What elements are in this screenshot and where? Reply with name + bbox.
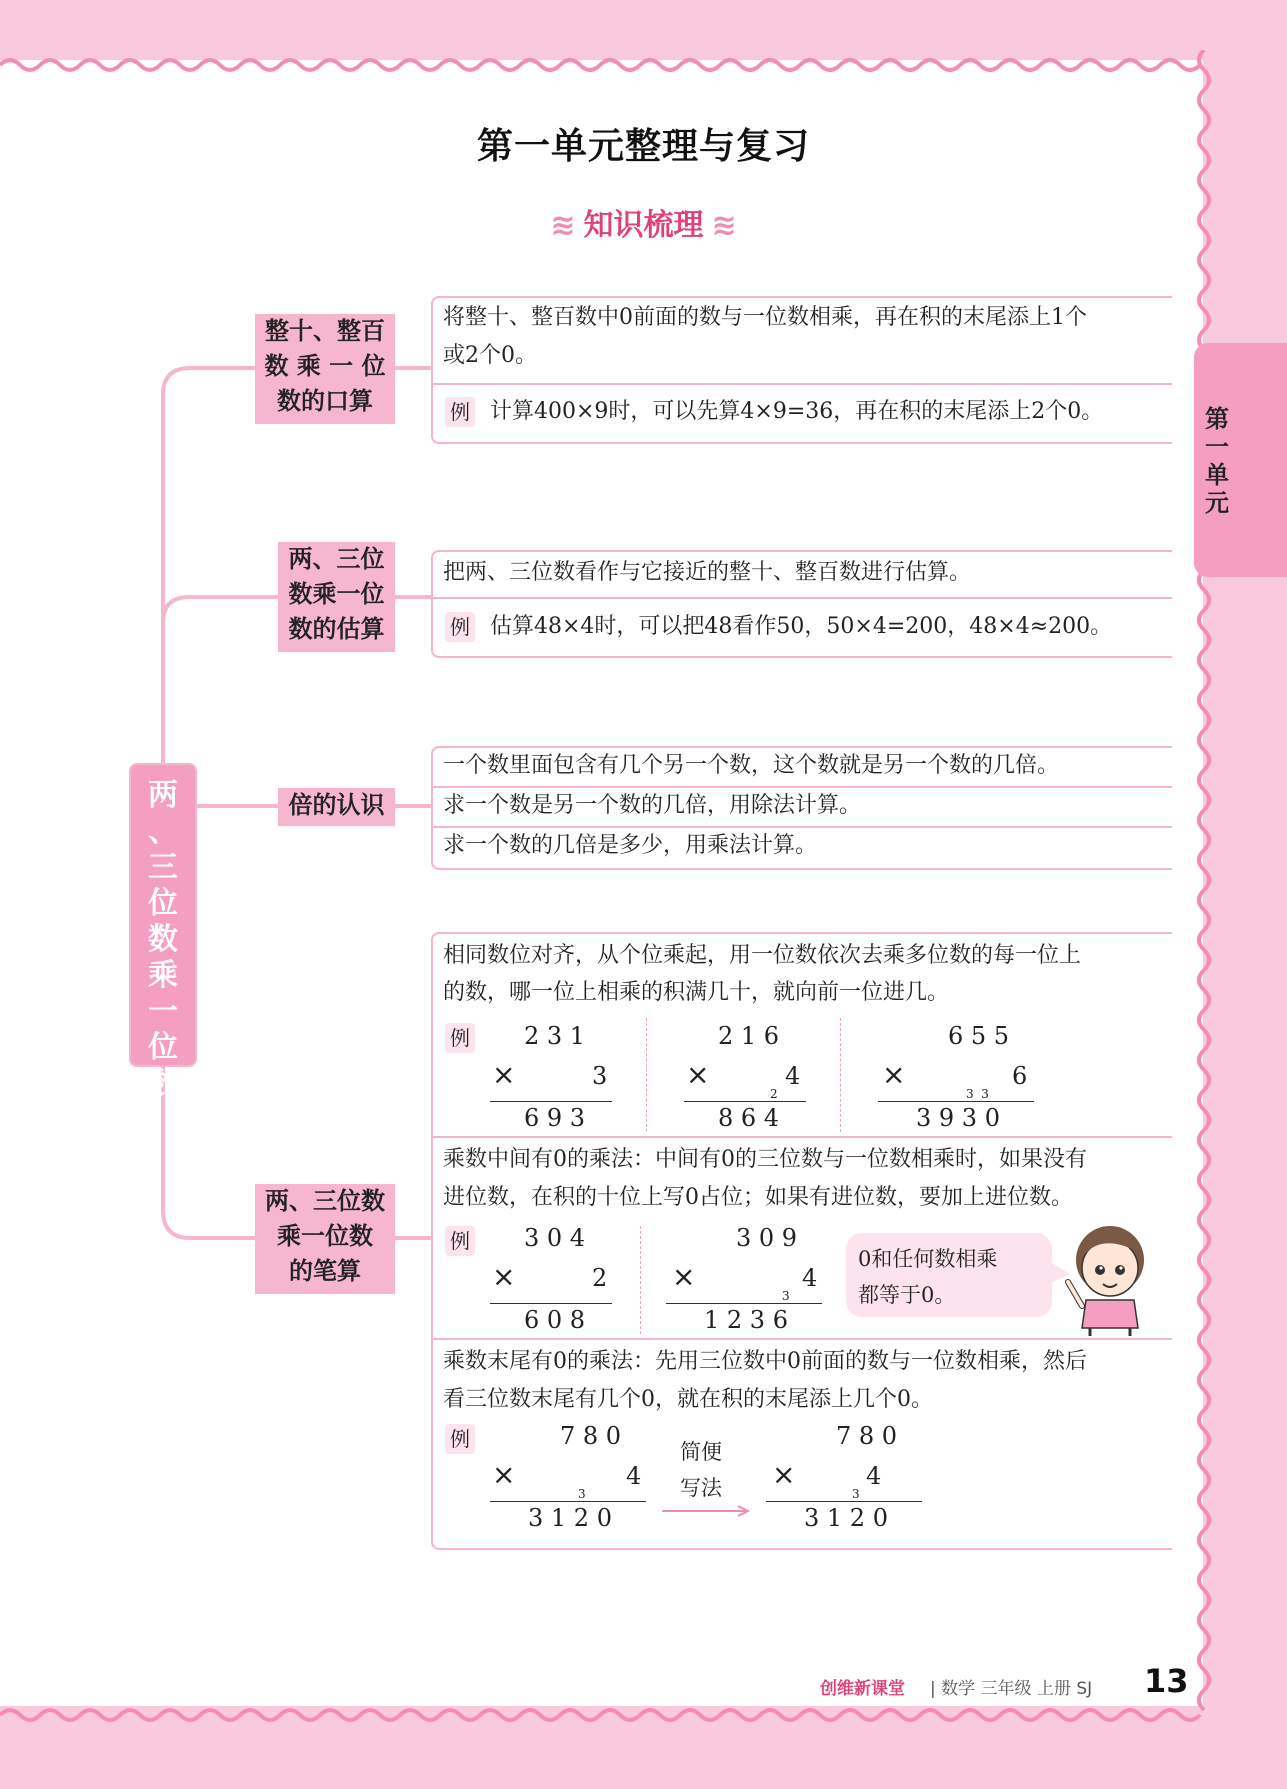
page-title: 第一单元整理与复习	[476, 126, 810, 167]
footer-meta: | 数学 三年级 上册 SJ	[930, 1679, 1093, 1699]
example-text: 估算48×4时，可以把48看作50，50×4=200，48×4≈200。	[490, 614, 1113, 639]
multiplier: 4	[802, 1264, 818, 1292]
rule-text: 将整十、整百数中0前面的数与一位数相乘，再在积的末尾添上1个	[443, 305, 1087, 330]
row-divider	[431, 1338, 1172, 1340]
product: 3 1 2 0	[528, 1504, 612, 1532]
product: 6 0 8	[524, 1306, 586, 1334]
example-label: 例	[445, 1226, 475, 1256]
speech-line: 0和任何数相乘	[858, 1247, 998, 1271]
example-label: 例	[445, 397, 475, 427]
main-topic-char: 两	[148, 778, 178, 813]
topic-line: 整十、整百	[265, 317, 385, 345]
side-tab-char: 单	[1205, 461, 1229, 489]
product: 8 6 4	[718, 1104, 780, 1132]
calculation-line	[490, 1501, 646, 1502]
topic-estimation	[278, 542, 395, 652]
multiplicand: 6 5 5	[948, 1022, 1010, 1050]
topic-line: 乘一位数	[277, 1222, 373, 1250]
multiplicand: 3 0 4	[524, 1224, 586, 1252]
multiplier: 4	[785, 1062, 801, 1090]
multiplier: 6	[1012, 1062, 1028, 1090]
topic-line: 数乘一位	[288, 580, 385, 608]
carry-digit: 3	[578, 1487, 586, 1501]
rule-text: 的数，哪一位上相乘的积满几十，就向前一位进几。	[443, 980, 950, 1005]
rule-text: 乘数中间有0的乘法：中间有0的三位数与一位数相乘时，如果没有	[443, 1147, 1087, 1172]
rule-text: 进位数，在积的十位上写0占位；如果有进位数，要加上进位数。	[443, 1185, 1073, 1210]
carry-digit: 3	[782, 1289, 790, 1303]
times-sign: ×	[492, 1260, 516, 1293]
main-topic-char: 数	[148, 922, 178, 957]
rule-text: 相同数位对齐，从个位乘起，用一位数依次去乘多位数的每一位上	[443, 943, 1082, 968]
multiplicand: 3 0 9	[736, 1224, 798, 1252]
section-heading-text: 知识梳理	[583, 208, 704, 243]
main-topic-char: 、	[148, 814, 178, 849]
row-divider	[431, 597, 1172, 599]
main-topic-label	[131, 778, 195, 1102]
calculation-line	[490, 1303, 612, 1304]
carry-digit: 2	[770, 1087, 778, 1101]
boy-cartoon-icon	[1060, 1218, 1150, 1338]
example-label: 例	[445, 1023, 475, 1053]
side-tab-char: 一	[1205, 433, 1229, 461]
main-topic-char: 位	[148, 1030, 178, 1065]
side-tab-char: 元	[1205, 489, 1229, 517]
topic-oral-calculation	[255, 314, 395, 424]
times-sign: ×	[492, 1458, 516, 1491]
times-sign: ×	[772, 1458, 796, 1491]
rule-text: 乘数末尾有0的乘法：先用三位数中0前面的数与一位数相乘，然后	[443, 1349, 1087, 1374]
rule-text: 求一个数的几倍是多少，用乘法计算。	[443, 833, 818, 858]
arrow-right-icon	[660, 1504, 752, 1518]
wave-ornament-icon: ≋	[711, 208, 737, 243]
topic-line: 的笔算	[289, 1257, 361, 1285]
topic-line: 两、三位数	[265, 1187, 385, 1215]
main-topic-char: 位	[148, 886, 178, 921]
page-number: 13	[1144, 1662, 1189, 1700]
footer-book-title: 创维新课堂	[820, 1679, 905, 1699]
row-divider	[431, 1136, 1172, 1138]
carry-digit: 3 3	[966, 1087, 989, 1101]
topic-line: 数的口算	[277, 387, 373, 415]
wave-ornament-icon: ≋	[550, 208, 576, 243]
topic-line: 两、三位	[288, 545, 385, 573]
main-topic-char: 三	[148, 850, 178, 885]
example-label: 例	[445, 612, 475, 642]
example-text: 计算400×9时，可以先算4×9=36，再在积的末尾添上2个0。	[490, 399, 1104, 424]
product: 3 1 2 0	[804, 1504, 888, 1532]
rule-text: 把两、三位数看作与它接近的整十、整百数进行估算。	[443, 560, 972, 585]
rule-text: 或2个0。	[443, 343, 537, 368]
example-separator	[640, 1226, 641, 1334]
multiplicand: 2 3 1	[524, 1022, 586, 1050]
side-tab-char: 第	[1205, 405, 1229, 433]
multiplier: 2	[592, 1264, 608, 1292]
calculation-line	[766, 1501, 922, 1502]
multiplier: 3	[592, 1062, 608, 1090]
topic-written-calculation	[255, 1184, 395, 1294]
topic-line: 倍的认识	[288, 791, 385, 819]
times-sign: ×	[672, 1260, 696, 1293]
multiplicand: 7 8 0	[836, 1422, 898, 1450]
rule-text: 求一个数是另一个数的几倍，用除法计算。	[443, 793, 862, 818]
shortcut-label: 简便	[680, 1440, 722, 1464]
product: 1 2 3 6	[704, 1306, 788, 1334]
product: 6 9 3	[524, 1104, 586, 1132]
times-sign: ×	[492, 1058, 516, 1091]
calculation-line	[878, 1101, 1034, 1102]
times-sign: ×	[882, 1058, 906, 1091]
calculation-line	[490, 1101, 612, 1102]
main-topic-char: 乘	[148, 958, 178, 993]
multiplicand: 2 1 6	[718, 1022, 780, 1050]
calculation-line	[684, 1101, 806, 1102]
row-divider	[431, 383, 1172, 385]
example-separator	[840, 1018, 841, 1132]
main-topic-char: 数	[148, 1066, 178, 1101]
carry-digit: 3	[852, 1487, 860, 1501]
topic-multiples	[278, 788, 395, 826]
speech-text	[858, 1241, 1048, 1313]
multiplier: 4	[626, 1462, 642, 1490]
rule-text: 看三位数末尾有几个0，就在积的末尾添上几个0。	[443, 1387, 933, 1412]
example-separator	[646, 1018, 647, 1132]
example-label: 例	[445, 1424, 475, 1454]
main-topic-char: 一	[148, 994, 178, 1029]
rule-text: 一个数里面包含有几个另一个数，这个数就是另一个数的几倍。	[443, 753, 1060, 778]
multiplier: 4	[866, 1462, 882, 1490]
speech-line: 都等于0。	[858, 1283, 956, 1307]
topic-line: 数的估算	[288, 615, 385, 643]
topic-line: 数 乘 一 位	[264, 352, 386, 380]
times-sign: ×	[686, 1058, 710, 1091]
calculation-line	[666, 1303, 822, 1304]
shortcut-label: 写法	[680, 1476, 722, 1500]
product: 3 9 3 0	[916, 1104, 1000, 1132]
multiplicand: 7 8 0	[560, 1422, 622, 1450]
